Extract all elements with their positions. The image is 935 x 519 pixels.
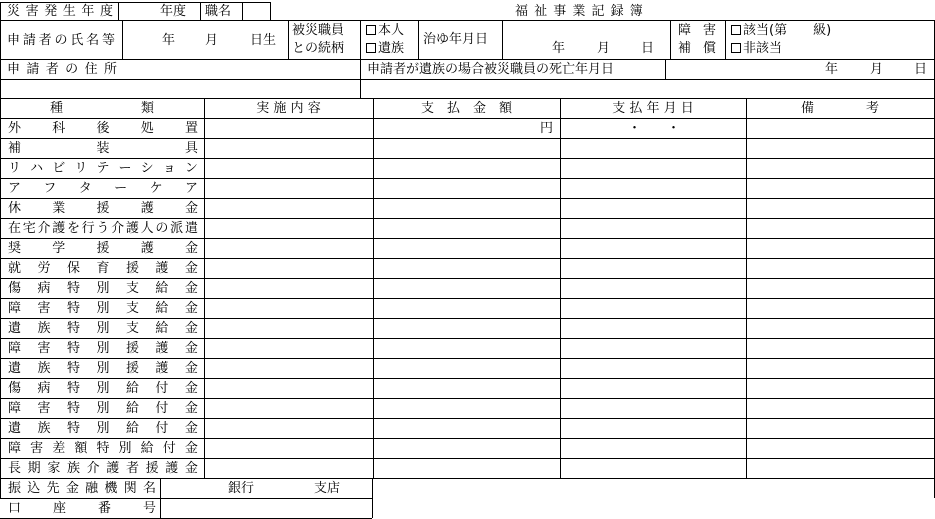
row-note-cell[interactable] bbox=[747, 179, 933, 197]
row-note-cell[interactable] bbox=[747, 319, 933, 337]
fiscal-year-label: 災 害 発 生 年 度 bbox=[7, 4, 113, 19]
row-amount-cell[interactable] bbox=[374, 279, 559, 297]
rule-line bbox=[0, 79, 935, 80]
row-date-cell[interactable] bbox=[561, 459, 745, 477]
row-content-cell[interactable] bbox=[205, 219, 372, 237]
death-year: 年 bbox=[825, 62, 839, 77]
account-number-field[interactable] bbox=[161, 499, 371, 517]
row-amount-cell[interactable] bbox=[374, 119, 559, 137]
row-type-label: 障 害 差 額 特 別 給 付 金 bbox=[8, 441, 198, 456]
row-amount-cell[interactable] bbox=[374, 339, 559, 357]
row-note-cell[interactable] bbox=[747, 159, 933, 177]
row-type-label: 補 装 具 bbox=[8, 141, 198, 156]
checkbox-icon[interactable] bbox=[366, 43, 376, 53]
row-date-cell[interactable] bbox=[561, 359, 745, 377]
row-date-cell[interactable] bbox=[561, 299, 745, 317]
row-content-cell[interactable] bbox=[205, 339, 372, 357]
row-amount-cell[interactable] bbox=[374, 439, 559, 457]
rule-line bbox=[502, 20, 503, 59]
row-note-cell[interactable] bbox=[747, 219, 933, 237]
rule-line bbox=[200, 2, 201, 20]
rule-line bbox=[288, 20, 289, 59]
row-content-cell[interactable] bbox=[205, 419, 372, 437]
row-content-cell[interactable] bbox=[205, 279, 372, 297]
row-type-label: リ ハ ビ リ テ ー シ ョ ン bbox=[8, 161, 198, 176]
account-number-label: 口 座 番 号 bbox=[8, 501, 156, 516]
row-type-label: 休 業 援 護 金 bbox=[8, 201, 198, 216]
row-amount-cell[interactable] bbox=[374, 359, 559, 377]
row-note-cell[interactable] bbox=[747, 439, 933, 457]
position-label: 職名 bbox=[205, 4, 232, 19]
checkbox-icon[interactable] bbox=[366, 25, 376, 35]
birth-day-suffix: 日生 bbox=[250, 33, 277, 48]
row-date-cell[interactable] bbox=[561, 399, 745, 417]
row-type-label: 就 労 保 育 援 護 金 bbox=[8, 261, 198, 276]
option-self[interactable] bbox=[366, 24, 404, 37]
row-amount-cell[interactable] bbox=[374, 419, 559, 437]
row-type-label: 遺 族 特 別 支 給 金 bbox=[8, 321, 198, 336]
rule-line bbox=[360, 20, 361, 98]
row-date-cell[interactable] bbox=[561, 419, 745, 437]
option-not-applicable-label: 非該当 bbox=[743, 41, 783, 56]
row-date-cell[interactable] bbox=[561, 219, 745, 237]
row-note-cell[interactable] bbox=[747, 139, 933, 157]
applicant-name-label: 申 請 者 の 氏 名 等 bbox=[7, 33, 115, 48]
column-header: 備 考 bbox=[800, 101, 879, 116]
row-type-label: 傷 病 特 別 支 給 金 bbox=[8, 281, 198, 296]
row-type-label: 傷 病 特 別 給 付 金 bbox=[8, 381, 198, 396]
death-month: 月 bbox=[870, 62, 884, 77]
row-type-label: 長 期 家 族 介 護 者 援 護 金 bbox=[8, 461, 198, 476]
death-date-label: 申請者が遺族の場合被災職員の死亡年月日 bbox=[367, 62, 615, 77]
rule-line bbox=[670, 20, 671, 59]
row-type-label: 遺 族 特 別 援 護 金 bbox=[8, 361, 198, 376]
row-type-label: 在 宅 介 護 を 行 う 介 護 人 の 派 遣 bbox=[8, 221, 198, 236]
rule-line bbox=[0, 478, 935, 479]
row-amount-cell[interactable] bbox=[374, 399, 559, 417]
fiscal-year-unit: 年度 bbox=[160, 4, 187, 19]
row-date-cell[interactable] bbox=[561, 139, 745, 157]
option-self-label: 本人 bbox=[378, 23, 405, 38]
rule-line bbox=[725, 20, 726, 59]
row-content-cell[interactable] bbox=[205, 439, 372, 457]
row-amount-cell[interactable] bbox=[374, 259, 559, 277]
row-content-cell[interactable] bbox=[205, 139, 372, 157]
rule-line bbox=[372, 478, 373, 518]
row-amount-cell[interactable] bbox=[374, 459, 559, 477]
relation-label-line1: 被災職員 bbox=[292, 23, 345, 38]
form-title: 福 祉 事 業 記 録 簿 bbox=[515, 4, 644, 19]
address-field[interactable] bbox=[122, 60, 359, 78]
row-amount-cell[interactable] bbox=[374, 379, 559, 397]
row-content-cell[interactable] bbox=[205, 299, 372, 317]
row-note-cell[interactable] bbox=[747, 359, 933, 377]
row-amount-cell[interactable] bbox=[374, 139, 559, 157]
address-label: 申 請 者 の 住 所 bbox=[7, 62, 117, 77]
rule-line bbox=[418, 20, 419, 59]
cure-date-label: 治ゆ年月日 bbox=[423, 32, 489, 47]
row-type-label: 障 害 特 別 支 給 金 bbox=[8, 301, 198, 316]
row-content-cell[interactable] bbox=[205, 399, 372, 417]
row-date-cell[interactable] bbox=[561, 179, 745, 197]
relation-label-line2: との続柄 bbox=[292, 41, 345, 56]
row-amount-cell[interactable] bbox=[374, 319, 559, 337]
row-type-label: 遺 族 特 別 給 付 金 bbox=[8, 421, 198, 436]
row-content-cell[interactable] bbox=[205, 319, 372, 337]
column-header: 支 払 金 額 bbox=[420, 101, 512, 116]
option-applicable[interactable] bbox=[731, 24, 831, 37]
cure-day: 日 bbox=[641, 41, 655, 56]
row-note-cell[interactable] bbox=[747, 119, 933, 137]
row-type-label: 奨 学 援 護 金 bbox=[8, 241, 198, 256]
row-type-label: 障 害 特 別 給 付 金 bbox=[8, 401, 198, 416]
row-note-cell[interactable] bbox=[747, 419, 933, 437]
row-date-cell[interactable] bbox=[561, 239, 745, 257]
row-content-cell[interactable] bbox=[205, 119, 372, 137]
option-not-applicable[interactable] bbox=[731, 42, 782, 55]
rule-line bbox=[122, 20, 123, 59]
row-date-cell[interactable] bbox=[561, 379, 745, 397]
row-note-cell[interactable] bbox=[747, 399, 933, 417]
row-date-cell[interactable] bbox=[561, 259, 745, 277]
amount-unit-yen: 円 bbox=[540, 121, 554, 136]
column-header: 実 施 内 容 bbox=[256, 101, 321, 116]
row-note-cell[interactable] bbox=[747, 379, 933, 397]
row-date-cell[interactable] bbox=[561, 199, 745, 217]
row-amount-cell[interactable] bbox=[374, 179, 559, 197]
row-date-cell[interactable] bbox=[561, 159, 745, 177]
row-content-cell[interactable] bbox=[205, 179, 372, 197]
cure-month: 月 bbox=[597, 41, 611, 56]
rule-line bbox=[0, 2, 270, 3]
row-amount-cell[interactable] bbox=[374, 199, 559, 217]
birth-year: 年 bbox=[162, 33, 176, 48]
column-header: 支 払 年 月 日 bbox=[612, 101, 694, 116]
disability-label-line1: 障 害 bbox=[678, 23, 716, 38]
row-content-cell[interactable] bbox=[205, 259, 372, 277]
row-content-cell[interactable] bbox=[205, 239, 372, 257]
option-applicable-label: 該当(第 級) bbox=[743, 23, 832, 38]
bank-suffix: 銀行 bbox=[228, 481, 255, 496]
payment-date-dots: ・ ・ bbox=[628, 121, 681, 136]
option-bereaved[interactable] bbox=[366, 42, 404, 55]
column-header: 種 類 bbox=[49, 101, 154, 116]
row-note-cell[interactable] bbox=[747, 259, 933, 277]
row-content-cell[interactable] bbox=[205, 379, 372, 397]
row-note-cell[interactable] bbox=[747, 239, 933, 257]
row-note-cell[interactable] bbox=[747, 279, 933, 297]
disability-label-line2: 補 償 bbox=[678, 41, 716, 56]
row-content-cell[interactable] bbox=[205, 359, 372, 377]
cure-year: 年 bbox=[552, 41, 566, 56]
row-note-cell[interactable] bbox=[747, 299, 933, 317]
row-note-cell[interactable] bbox=[747, 339, 933, 357]
rule-line bbox=[0, 20, 935, 21]
row-content-cell[interactable] bbox=[205, 459, 372, 477]
row-amount-cell[interactable] bbox=[374, 219, 559, 237]
row-amount-cell[interactable] bbox=[374, 159, 559, 177]
row-date-cell[interactable] bbox=[561, 439, 745, 457]
row-date-cell[interactable] bbox=[561, 339, 745, 357]
row-amount-cell[interactable] bbox=[374, 299, 559, 317]
row-date-cell[interactable] bbox=[561, 319, 745, 337]
row-type-label: 障 害 特 別 援 護 金 bbox=[8, 341, 198, 356]
row-note-cell[interactable] bbox=[747, 459, 933, 477]
row-date-cell[interactable] bbox=[561, 279, 745, 297]
checkbox-icon[interactable] bbox=[731, 43, 741, 53]
death-day: 日 bbox=[914, 62, 928, 77]
row-type-label: ア フ タ ー ケ ア bbox=[8, 181, 198, 196]
row-amount-cell[interactable] bbox=[374, 239, 559, 257]
bank-name-label: 振 込 先 金 融 機 関 名 bbox=[8, 481, 156, 496]
row-note-cell[interactable] bbox=[747, 199, 933, 217]
row-content-cell[interactable] bbox=[205, 199, 372, 217]
row-type-label: 外 科 後 処 置 bbox=[8, 121, 198, 136]
branch-suffix: 支店 bbox=[314, 481, 341, 496]
rule-line bbox=[118, 2, 119, 20]
rule-line bbox=[665, 59, 666, 79]
rule-line bbox=[0, 98, 935, 99]
birth-month: 月 bbox=[205, 33, 219, 48]
rule-line bbox=[242, 2, 243, 20]
rule-line bbox=[270, 2, 271, 20]
checkbox-icon[interactable] bbox=[731, 25, 741, 35]
row-content-cell[interactable] bbox=[205, 159, 372, 177]
option-bereaved-label: 遺族 bbox=[378, 41, 405, 56]
